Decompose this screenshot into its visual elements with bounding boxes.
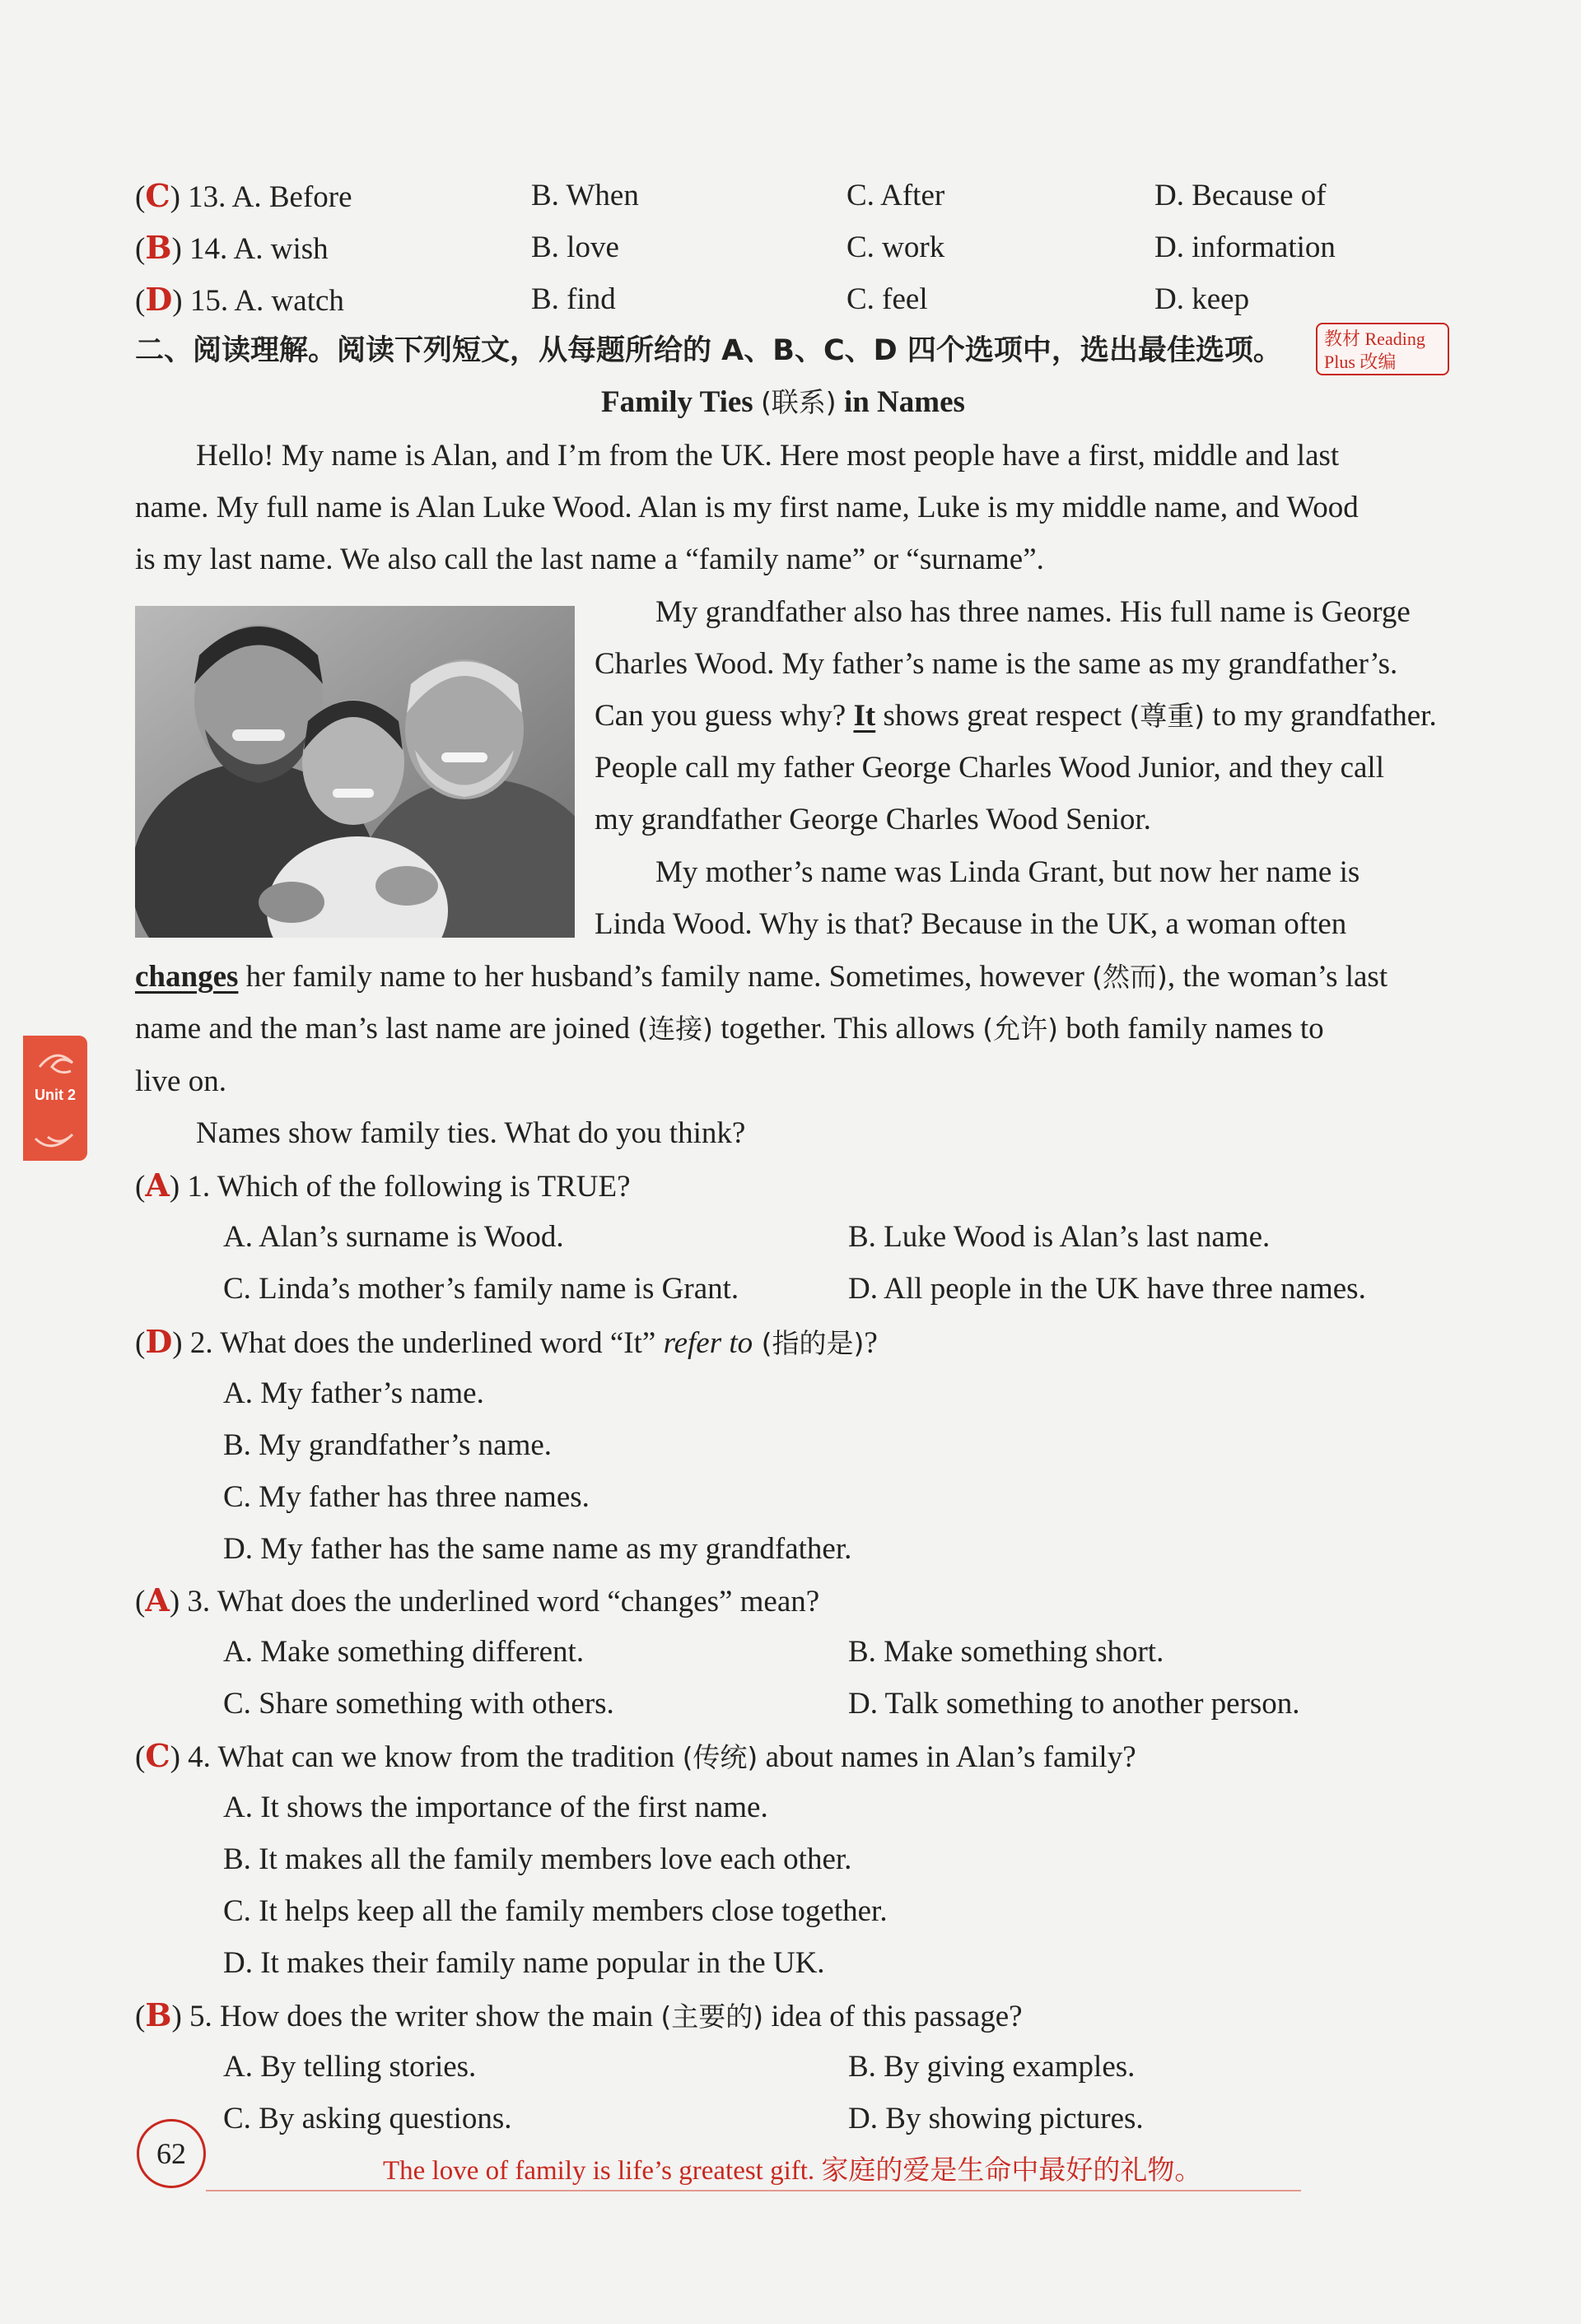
answer-mark: D bbox=[145, 1323, 173, 1360]
question-text: 3. What does the underlined word “changes” mean? bbox=[187, 1585, 820, 1618]
answer-mark: C bbox=[145, 177, 170, 214]
chinese-gloss: (然而) bbox=[1092, 961, 1168, 993]
question-2: (D) 2. What does the underlined word “It” refer to (指的是)? bbox=[135, 1323, 878, 1360]
paragraph-line: Charles Wood. My father’s name is the same as my grandfather’s. bbox=[595, 647, 1398, 681]
text: her family name to her husband’s family name. Sometimes, however bbox=[238, 960, 1093, 994]
answer-mark: A bbox=[145, 1167, 170, 1204]
option-c: C. feel bbox=[846, 282, 928, 316]
option-b: B. My grandfather’s name. bbox=[223, 1428, 553, 1462]
option-b: B. When bbox=[531, 179, 639, 212]
answer-mark: B bbox=[145, 1996, 172, 2033]
answer-mark: A bbox=[145, 1581, 170, 1618]
paragraph-line: Linda Wood. Why is that? Because in the UK, a woman often bbox=[595, 907, 1347, 941]
title-cn: (联系) bbox=[760, 386, 837, 418]
family-photo bbox=[135, 606, 575, 938]
text: together. This allows bbox=[713, 1012, 983, 1046]
badge-line-1: 教材 Reading bbox=[1324, 328, 1425, 349]
unit-label: Unit 2 bbox=[34, 1087, 76, 1103]
chinese-gloss: (指的是) bbox=[753, 1327, 865, 1359]
question-text: about names in Alan’s family? bbox=[758, 1740, 1136, 1774]
paragraph-line bbox=[135, 959, 1387, 995]
title-part: in Names bbox=[836, 385, 965, 419]
option-b: B. By giving examples. bbox=[848, 2050, 1136, 2084]
option-d: D. All people in the UK have three names. bbox=[848, 1272, 1366, 1306]
option-a: A. It shows the importance of the first name. bbox=[223, 1791, 768, 1824]
question-1: (A) 1. Which of the following is TRUE? bbox=[135, 1167, 631, 1204]
family-photo-image bbox=[135, 606, 575, 938]
page-number: 62 bbox=[137, 2119, 206, 2188]
question-number: 15. bbox=[189, 284, 229, 318]
question-text: idea of this passage? bbox=[763, 2000, 1023, 2033]
option-a: A. wish bbox=[233, 232, 329, 266]
option-a: A. Alan’s surname is Wood. bbox=[223, 1220, 564, 1254]
option-a: A. Make something different. bbox=[223, 1635, 585, 1669]
footer-quote: The love of family is life’s greatest gift. 家庭的爱是生命中最好的礼物。 bbox=[383, 2156, 1202, 2186]
cloze-row-15: (D) 15. A. watch bbox=[135, 281, 344, 318]
option-a: A. Before bbox=[231, 180, 352, 214]
footer-divider bbox=[206, 2190, 1301, 2191]
chinese-gloss: (主要的) bbox=[660, 2000, 764, 2033]
option-b: B. Luke Wood is Alan’s last name. bbox=[848, 1220, 1271, 1254]
text: , the woman’s last bbox=[1167, 960, 1388, 994]
question-text: 2. What does the underlined word “It” bbox=[189, 1326, 664, 1360]
title-part: Family Ties bbox=[601, 385, 761, 419]
paragraph-line: My grandfather also has three names. His full name is George bbox=[655, 595, 1411, 629]
chinese-gloss: (尊重) bbox=[1129, 700, 1206, 732]
swirl-icon bbox=[23, 1122, 87, 1155]
option-a: A. By telling stories. bbox=[223, 2050, 477, 2084]
option-c: C. Linda’s mother’s family name is Grant. bbox=[223, 1272, 739, 1306]
paragraph-line: my grandfather George Charles Wood Senior. bbox=[595, 803, 1151, 836]
answer-mark: C bbox=[145, 1737, 170, 1774]
paragraph-line: name. My full name is Alan Luke Wood. Alan is my first name, Luke is my middle name, and Wood bbox=[135, 491, 1359, 524]
option-d: D. keep bbox=[1154, 282, 1250, 316]
option-c: C. By asking questions. bbox=[223, 2102, 512, 2135]
paragraph-line: live on. bbox=[135, 1064, 226, 1098]
question-4: (C) 4. What can we know from the tradition (传统) about names in Alan’s family? bbox=[135, 1737, 1136, 1774]
text: both family names to bbox=[1057, 1012, 1324, 1046]
question-3: (A) 3. What does the underlined word “changes” mean? bbox=[135, 1581, 820, 1618]
italic-phrase: refer to bbox=[663, 1326, 753, 1360]
option-d: D. Talk something to another person. bbox=[848, 1687, 1300, 1721]
option-c: C. After bbox=[846, 179, 945, 212]
option-d: D. information bbox=[1154, 231, 1336, 264]
option-b: B. Make something short. bbox=[848, 1635, 1164, 1669]
option-c: C. Share something with others. bbox=[223, 1687, 614, 1721]
question-text: 4. What can we know from the tradition bbox=[188, 1740, 683, 1774]
question-text: ? bbox=[864, 1326, 878, 1360]
paragraph-line: Names show family ties. What do you think? bbox=[196, 1116, 746, 1150]
option-c: C. It helps keep all the family members close together. bbox=[223, 1894, 888, 1928]
option-c: C. work bbox=[846, 231, 945, 264]
paragraph-line bbox=[595, 698, 1437, 734]
underlined-word-it: It bbox=[853, 699, 876, 733]
cloze-row-14: (B) 14. A. wish bbox=[135, 229, 329, 266]
option-d: D. Because of bbox=[1154, 179, 1327, 212]
paragraph-line: is my last name. We also call the last name a “family name” or “surname”. bbox=[135, 543, 1044, 576]
question-number: 13. bbox=[188, 180, 226, 214]
text: Can you guess why? bbox=[595, 699, 854, 733]
paragraph-line: My mother’s name was Linda Grant, but now her name is bbox=[655, 855, 1360, 889]
answer-mark: B bbox=[145, 229, 172, 266]
paragraph-line: People call my father George Charles Wood Junior, and they call bbox=[595, 751, 1384, 785]
chinese-gloss: (连接) bbox=[637, 1013, 714, 1045]
question-text: 1. Which of the following is TRUE? bbox=[187, 1170, 631, 1204]
option-a: A. My father’s name. bbox=[223, 1376, 484, 1410]
option-b: B. love bbox=[531, 231, 619, 264]
question-number: 14. bbox=[189, 232, 228, 266]
badge-line-2: Plus 改编 bbox=[1324, 352, 1397, 372]
passage-title bbox=[601, 384, 965, 421]
underlined-word-changes: changes bbox=[135, 960, 239, 994]
option-c: C. My father has three names. bbox=[223, 1480, 590, 1514]
text: name and the man’s last name are joined bbox=[135, 1012, 638, 1046]
question-text: 5. How does the writer show the main bbox=[189, 2000, 661, 2033]
paragraph-line: Hello! My name is Alan, and I’m from the UK. Here most people have a first, middle and last bbox=[196, 439, 1340, 473]
option-b: B. find bbox=[531, 282, 616, 316]
swirl-icon bbox=[23, 1042, 87, 1083]
option-b: B. It makes all the family members love each other. bbox=[223, 1842, 852, 1876]
cloze-row-13: (C) 13. A. Before bbox=[135, 177, 352, 214]
option-d: D. It makes their family name popular in the UK. bbox=[223, 1946, 825, 1980]
text: to my grandfather. bbox=[1205, 699, 1437, 733]
option-d: D. By showing pictures. bbox=[848, 2102, 1144, 2135]
option-a: A. watch bbox=[234, 284, 344, 318]
chinese-gloss: (允许) bbox=[982, 1013, 1058, 1045]
text: shows great respect bbox=[875, 699, 1130, 733]
chinese-gloss: (传统) bbox=[682, 1741, 758, 1773]
unit-side-tab bbox=[23, 1036, 87, 1161]
section-title: 二、阅读理解。阅读下列短文，从每题所给的 A、B、C、D 四个选项中，选出最佳选项。 bbox=[135, 334, 1282, 367]
textbook-badge bbox=[1316, 323, 1449, 375]
option-d: D. My father has the same name as my grandfather. bbox=[223, 1532, 852, 1566]
question-5: (B) 5. How does the writer show the main (主要的) idea of this passage? bbox=[135, 1996, 1023, 2033]
paragraph-line bbox=[135, 1011, 1324, 1047]
answer-mark: D bbox=[145, 281, 173, 318]
